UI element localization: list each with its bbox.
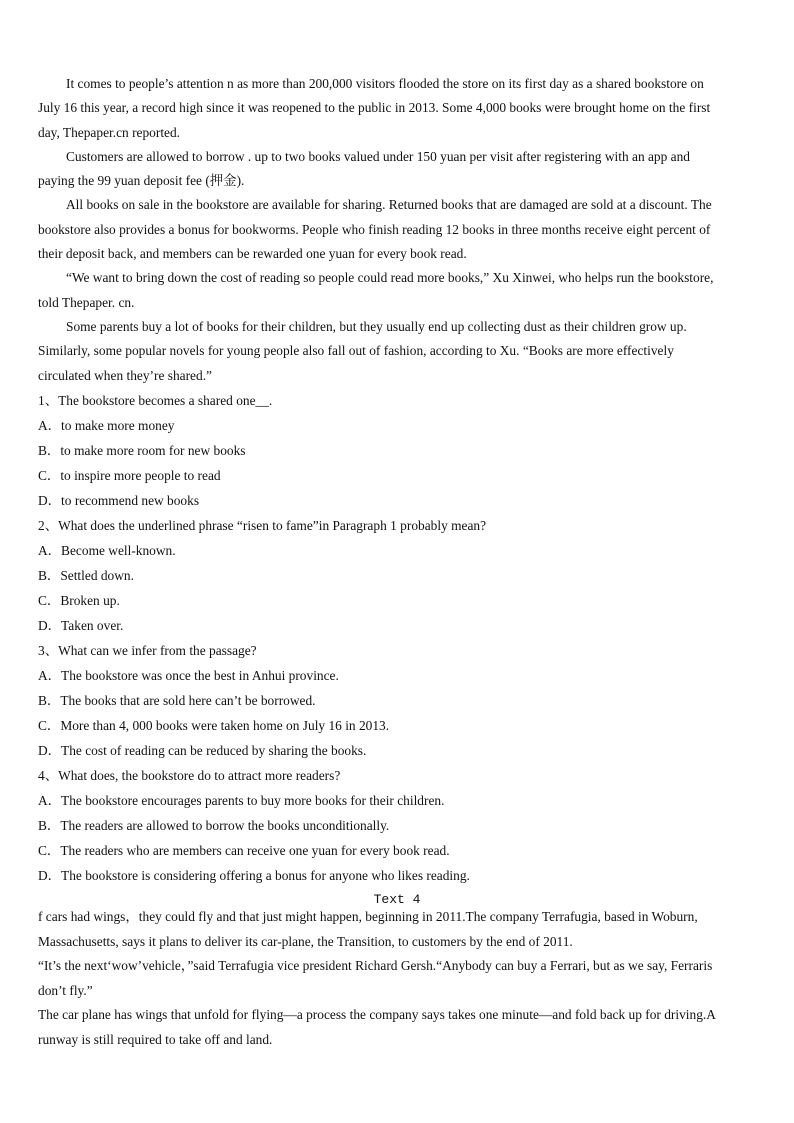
- passage-line: Some parents buy a lot of books for their children, but they usually end up collecting dust as their children grow up.: [66, 318, 687, 334]
- questions: [38, 388, 758, 888]
- option: D．Taken over.: [38, 618, 124, 633]
- passage-line: Customers are allowed to borrow . up to two books valued under 150 yuan per visit after registering with an app and: [66, 148, 691, 164]
- option: D．The cost of reading can be reduced by sharing the books.: [38, 743, 367, 758]
- question-2: 2、What does the underlined phrase “risen to fame”in Paragraph 1 probably mean?: [38, 518, 487, 533]
- section-title: Text 4: [373, 892, 421, 907]
- option: A．to make more money: [38, 418, 175, 433]
- passage-line: runway is still required to take off and land.: [38, 1031, 273, 1047]
- passage-line: day, Thepaper.cn reported.: [38, 124, 181, 140]
- option: C．to inspire more people to read: [38, 468, 221, 483]
- option: B．to make more room for new books: [38, 443, 246, 458]
- passage-line: The car plane has wings that unfold for flying—a process the company says takes one minute—and fold back up for driving.A: [38, 1007, 716, 1022]
- option: D．The bookstore is considering offering a bonus for anyone who likes reading.: [38, 868, 470, 883]
- passage-line: Massachusetts, says it plans to deliver its car-plane, the Transition, to customers by the end of 2011.: [38, 933, 573, 949]
- passage-line: circulated when they’re shared.”: [38, 367, 212, 383]
- passage-line: told Thepaper. cn.: [38, 294, 135, 310]
- passage-line: f cars had wings，they could fly and that just might happen, beginning in 2011.The company Terrafugia, based in Woburn,: [38, 909, 698, 924]
- passage-line: paying the 99 yuan deposit fee (押金).: [38, 173, 245, 189]
- option: C．The readers who are members can receive one yuan for every book read.: [38, 843, 450, 858]
- option: C．More than 4, 000 books were taken home on July 16 in 2013.: [38, 718, 390, 733]
- passage-line: “It’s the next‘wow’vehicle，”said Terrafugia vice president Richard Gersh.“Anybody can buy a Ferrari, but as we say, Ferraris: [38, 958, 713, 973]
- option: D．to recommend new books: [38, 493, 200, 508]
- passage-line: Similarly, some popular novels for young people also fall out of fashion, according to Xu. “Books are more effectively: [38, 343, 674, 359]
- passage-line: July 16 this year, a record high since it was reopened to the public in 2013. Some 4,000 books were brought home on the first: [38, 100, 711, 116]
- option: B．The readers are allowed to borrow the books unconditionally.: [38, 818, 390, 833]
- reading-passage: [38, 72, 758, 388]
- passage-line: “We want to bring down the cost of reading so people could read more books,” Xu Xinwei, who helps run the bookstore,: [66, 270, 714, 286]
- option: A．The bookstore was once the best in Anhui province.: [38, 668, 339, 683]
- question-1: 1、The bookstore becomes a shared one__.: [38, 393, 273, 408]
- option: C．Broken up.: [38, 593, 120, 608]
- option: A．Become well-known.: [38, 543, 176, 558]
- passage-line: don’t fly.”: [38, 982, 93, 998]
- option: A．The bookstore encourages parents to buy more books for their children.: [38, 793, 445, 808]
- passage-line: All books on sale in the bookstore are available for sharing. Returned books that are damaged are sold at a discount. The: [66, 197, 712, 213]
- question-3: 3、What can we infer from the passage?: [38, 643, 257, 658]
- option: B．Settled down.: [38, 568, 134, 583]
- text4-passage: [38, 905, 758, 1052]
- passage-line: their deposit back, and members can be rewarded one yuan for every book read.: [38, 246, 467, 262]
- passage-line: It comes to people’s attention n as more than 200,000 visitors flooded the store on its first day as a shared bookstore on: [66, 76, 704, 91]
- passage-line: bookstore also provides a bonus for bookworms. People who finish reading 12 books in three months receive eight percent of: [38, 221, 711, 237]
- question-4: 4、What does, the bookstore do to attract more readers?: [38, 768, 341, 783]
- option: B．The books that are sold here can’t be borrowed.: [38, 693, 316, 708]
